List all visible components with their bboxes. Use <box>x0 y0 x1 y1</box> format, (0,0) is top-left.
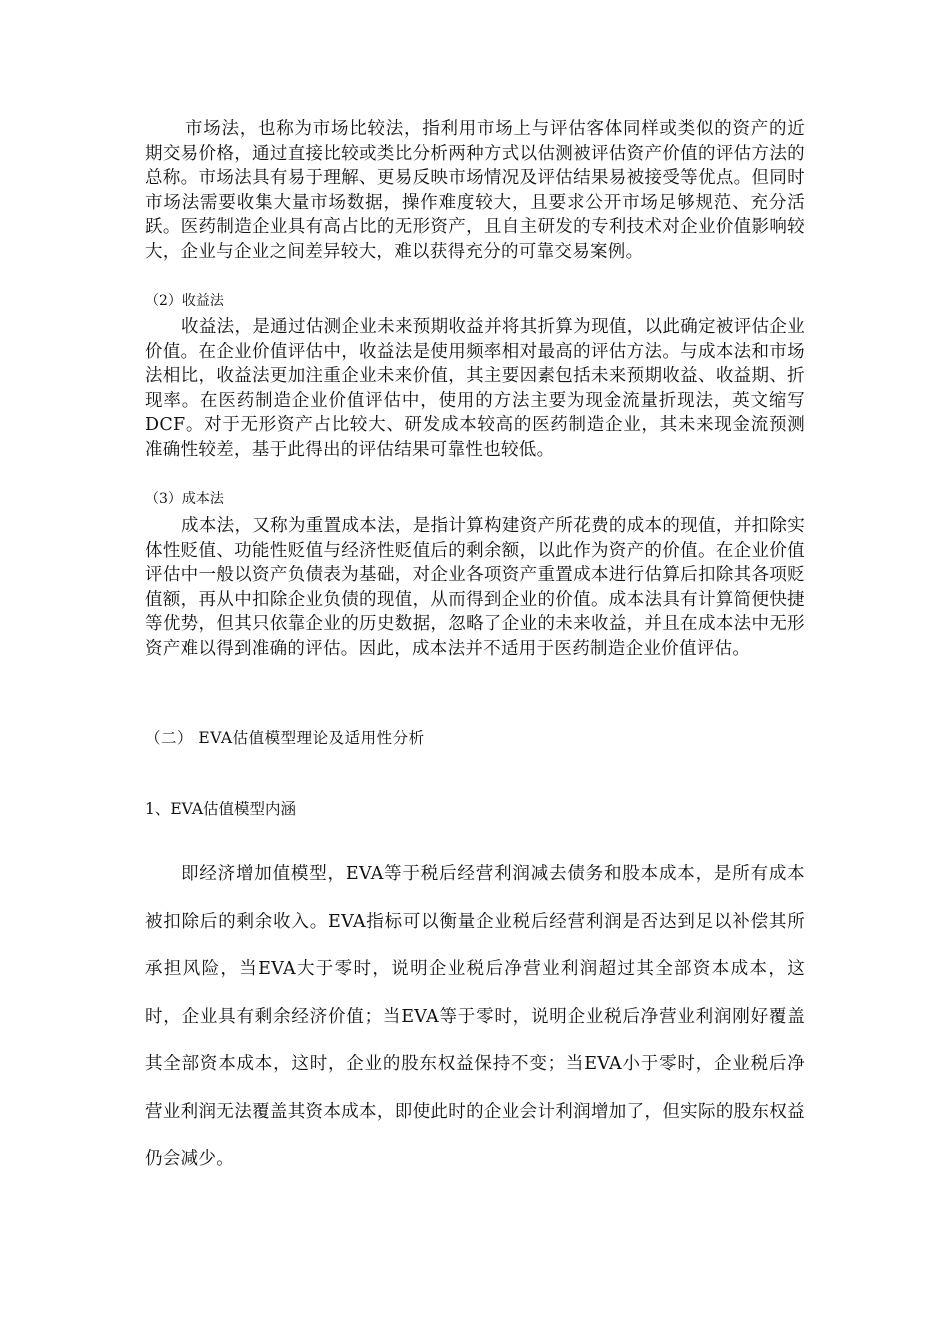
subsection-heading: 1、EVA估值模型内涵 <box>145 800 297 818</box>
market-method-paragraph: 市场法，也称为市场比较法，指利用市场上与评估客体同样或类似的资产的近期交易价格，通过直接比较或类比分析两种方式以估测被评估资产价值的评估方法的总称。市场法具有易于理解、更易反映市场情况及评估结果易被接受等优点。但同时市场法需要收集大量市场数据，操作难度较大，且要求公开市场足够规范、充分活跃。医药制造企业具有高占比的无形资产，且自主研发的专利技术对企业价值影响较大，企业与企业之间差异较大，难以获得充分的可靠交易案例。 <box>145 119 805 262</box>
cost-method-heading: （3）成本法 <box>145 491 224 507</box>
eva-paragraph: 即经济增加值模型，EVA等于税后经营利润减去债务和股本成本，是所有成本被扣除后的剩余收入。EVA指标可以衡量企业税后经营利润是否达到足以补偿其所承担风险，当EVA大于零时，说明企业税后净营业利润超过其全部资本成本，这时，企业具有剩余经济价值；当EVA等于零时，说明企业税后净营业利润刚好覆盖其全部资本成本，这时，企业的股东权益保持不变；当EVA小于零时，企业税后净营业利润无法覆盖其资本成本，即使此时的企业会计利润增加了，但实际的股东权益仍会减少。 <box>145 864 805 1169</box>
income-method-heading: （2）收益法 <box>145 293 224 309</box>
section-heading: （二） EVA估值模型理论及适用性分析 <box>145 729 425 747</box>
income-method-paragraph: 收益法，是通过估测企业未来预期收益并将其折算为现值，以此确定被评估企业价值。在企业价值评估中，收益法是使用频率相对最高的评估方法。与成本法和市场法相比，收益法更加注重企业未来价值，其主要因素包括未来预期收益、收益期、折现率。在医药制造企业价值评估中，使用的方法主要为现金流量折现法，英文缩写DCF。对于无形资产占比较大、研发成本较高的医药制造企业，其未来现金流预测准确性较差，基于此得出的评估结果可靠性也较低。 <box>145 317 805 460</box>
cost-method-paragraph: 成本法，又称为重置成本法，是指计算构建资产所花费的成本的现值，并扣除实体性贬值、功能性贬值与经济性贬值后的剩余额，以此作为资产的价值。在企业价值评估中一般以资产负债表为基础，对企业各项资产重置成本进行估算后扣除其各项贬值额，再从中扣除企业负债的现值，从而得到企业的价值。成本法具有计算简便快捷等优势，但其只依靠企业的历史数据，忽略了企业的未来收益，并且在成本法中无形资产难以得到准确的评估。因此，成本法并不适用于医药制造企业价值评估。 <box>145 516 805 659</box>
